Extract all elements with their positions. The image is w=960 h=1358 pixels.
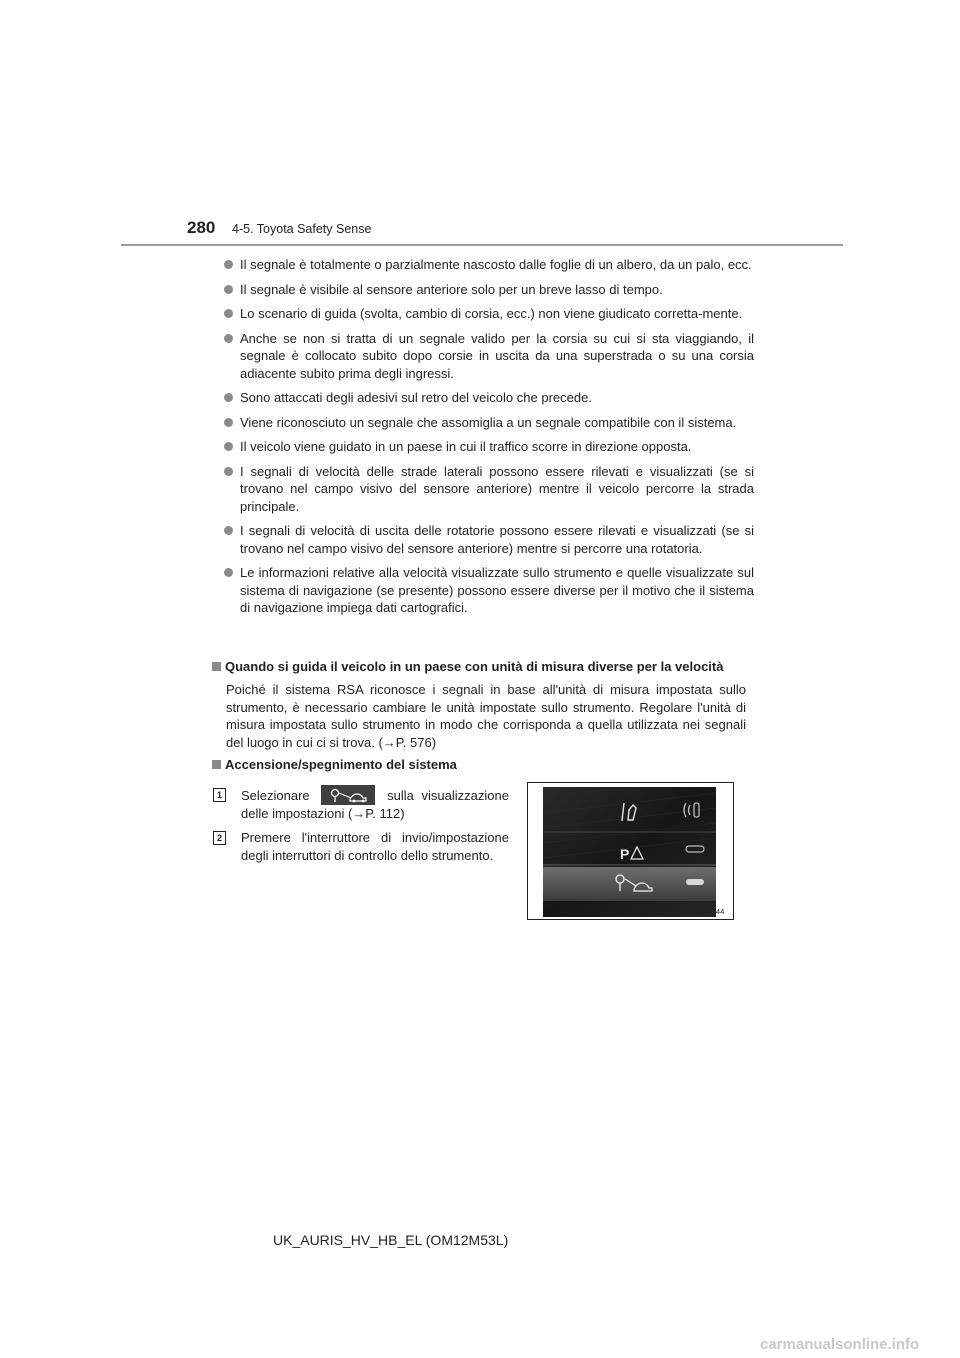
list-item-text: Le informazioni relative alla velocità visualizzate sullo strumento e quelle visualizzate sul sistema di navigazione (se presente) possono essere diverse per il motivo che il sistema di navigazione impiega dati cartografici.: [240, 565, 754, 615]
list-item-text: Il veicolo viene guidato in un paese in cui il traffico scorre in direzione opposta.: [240, 439, 692, 454]
bullet-icon: [224, 393, 233, 402]
list-item-text: I segnali di velocità delle strade laterali possono essere rilevati e visualizzati (se si trovano nel campo visivo del sensore anteriore) mentre il veicolo percorre la strada principale.: [240, 463, 754, 514]
document-footer: UK_AURIS_HV_HB_EL (OM12M53L): [273, 1232, 509, 1248]
condition-list: [224, 256, 754, 624]
list-item: [224, 281, 754, 299]
bullet-icon: [224, 260, 233, 269]
bullet-icon: [224, 418, 233, 427]
list-item: [224, 522, 754, 557]
watermark: carmanualsonline.info: [760, 1336, 920, 1353]
header-divider: [121, 244, 843, 246]
bullet-icon: [224, 334, 233, 343]
units-heading: [212, 658, 723, 675]
units-paragraph: Poiché il sistema RSA riconosce i segnali in base all'unità di misura impostata sullo strumento, è necessario cambiare le unità impostate sullo strumento. Regolare l'unità di misura impostata sullo strumento in modo che corrisponda a quella utilizzata nei segnali del luogo in cui ci si trova. (→P. 576): [226, 682, 746, 750]
step-2-text: Premere l'interruttore di invio/impostazione degli interruttori di controllo dello strumento.: [241, 830, 509, 863]
onoff-heading: [212, 756, 457, 773]
list-item: [224, 564, 754, 617]
bullet-icon: [224, 568, 233, 577]
rsa-settings-icon: [321, 785, 375, 805]
list-item-text: Viene riconosciuto un segnale che assomiglia a un segnale compatibile con il sistema.: [240, 414, 737, 430]
list-item: [224, 305, 754, 323]
list-item: [224, 256, 754, 274]
settings-display-image: [528, 783, 733, 919]
list-item-text: Lo scenario di guida (svolta, cambio di corsia, ecc.) non viene giudicato corretta-mente.: [240, 306, 743, 321]
list-item-text: Sono attaccati degli adesivi sul retro del veicolo che precede.: [240, 390, 592, 405]
list-item: [224, 438, 754, 456]
list-item-text: I segnali di velocità di uscita delle rotatorie possono essere rilevati e visualizzati (se si trovano nel campo visivo del sensore anteriore) mentre si percorre una rotatoria.: [240, 523, 754, 556]
units-heading-text: Quando si guida il veicolo in un paese con unità di misura diverse per la velocità: [225, 659, 724, 674]
step-1-before: Selezionare: [241, 788, 310, 803]
page-number: 280: [187, 218, 216, 237]
onoff-heading-text: Accensione/spegnimento del sistema: [225, 757, 457, 772]
step-1-text: [241, 785, 509, 823]
bullet-icon: [224, 526, 233, 535]
step-number-1: 1: [213, 788, 226, 802]
bullet-icon: [224, 309, 233, 318]
list-item-text: Il segnale è totalmente o parzialmente nascosto dalle foglie di un albero, da un palo, ecc.: [240, 257, 752, 272]
step-1-after: sulla visualizzazione delle impostazioni (→P. 112): [241, 788, 509, 821]
parking-icon-letter: P: [620, 846, 630, 862]
list-item-text: Anche se non si tratta di un segnale valido per la corsia su cui si sta viaggiando, il segnale è collocato subito dopo corsie in uscita da una superstrada o su una corsia adiacente subito prima degli ingressi.: [240, 330, 754, 381]
list-item: [224, 414, 754, 432]
list-item: [224, 463, 754, 516]
list-item-text: Il segnale è visibile al sensore anteriore solo per un breve lasso di tempo.: [240, 281, 663, 297]
step-number-2: 2: [213, 831, 226, 845]
settings-display-figure: [527, 782, 734, 920]
list-item: [224, 330, 754, 383]
figure-code: CTH45AP144: [678, 907, 725, 916]
square-bullet-icon: [212, 662, 221, 671]
bullet-icon: [224, 467, 233, 476]
bullet-icon: [224, 442, 233, 451]
list-item: [224, 389, 754, 407]
square-bullet-icon: [212, 760, 221, 769]
toggle-on-icon: [686, 879, 704, 885]
section-title: 4-5. Toyota Safety Sense: [232, 222, 372, 236]
bullet-icon: [224, 285, 233, 294]
